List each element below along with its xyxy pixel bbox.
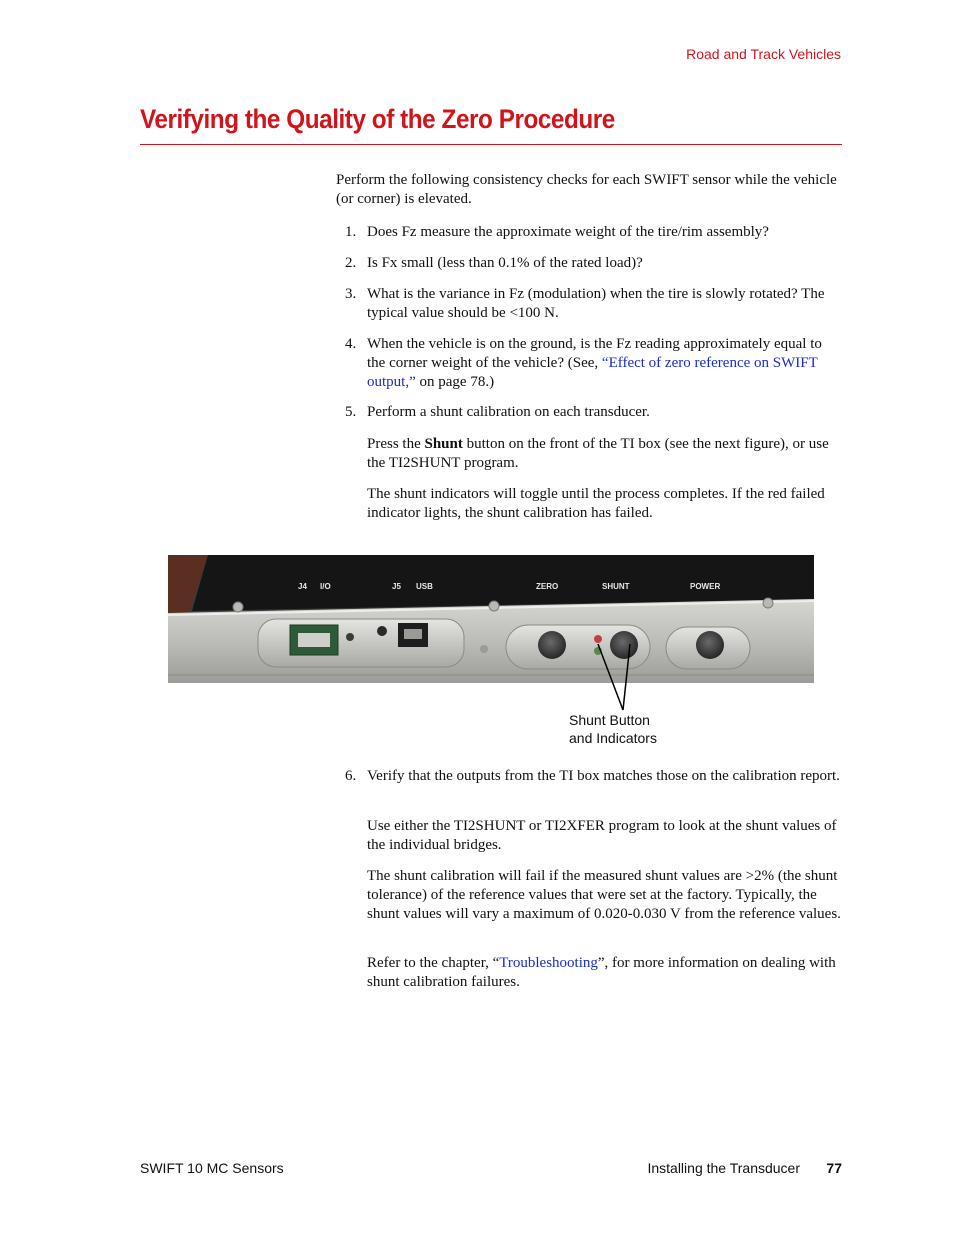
step-text: Is Fx small (less than 0.1% of the rated load)? — [367, 255, 643, 271]
shunt-term: Shunt — [424, 436, 463, 452]
section-title: Verifying the Quality of the Zero Procedure — [140, 104, 615, 134]
panel-label-j5: J5 — [392, 582, 401, 591]
panel-label-usb: USB — [416, 582, 433, 591]
ti-box-photo — [168, 555, 814, 683]
step-text: Does Fz measure the approximate weight of the tire/rim assembly? — [367, 224, 769, 240]
step6-paragraph-2: The shunt calibration will fail if the measured shunt values are >2% (the shunt tolerance) of the reference values that were set at the factory. Typically, the shunt values will vary a maximum of 0.020-0.030 V from the reference values. — [367, 868, 841, 922]
callout-line-1: Shunt Button — [569, 712, 650, 728]
panel-label-io: I/O — [320, 582, 331, 591]
page-number: 77 — [826, 1160, 842, 1176]
callout-line-2: and Indicators — [569, 730, 657, 746]
footer-chapter: Installing the Transducer — [647, 1160, 800, 1176]
list-item — [336, 403, 842, 422]
step6-paragraph-3 — [367, 954, 842, 992]
list-item — [336, 254, 842, 273]
panel-label-power: POWER — [690, 582, 721, 591]
figure-callout — [569, 711, 657, 747]
step-number: 2. — [345, 255, 357, 271]
power-button — [696, 631, 724, 659]
running-head: Road and Track Vehicles — [686, 46, 841, 62]
step-number: 5. — [345, 404, 357, 420]
step5-paragraph-1 — [367, 435, 842, 473]
cross-reference-link[interactable]: “Effect of zero reference on SWIFT output,” — [367, 355, 818, 390]
list-item — [336, 285, 842, 323]
step-text-start: When the vehicle is on the ground, is the Fz reading approximately equal to the corner weight of the vehicle? (See, — [367, 336, 822, 371]
panel-label-shunt: SHUNT — [602, 582, 630, 591]
step-text: Perform a shunt calibration on each transducer. — [367, 404, 650, 420]
step5-paragraph-2: The shunt indicators will toggle until the process completes. If the red failed indicator lights, the shunt calibration has failed. — [367, 486, 825, 521]
panel-label-zero: ZERO — [536, 582, 559, 591]
step-text — [367, 335, 842, 392]
step-text-end: on page 78.) — [415, 374, 495, 390]
troubleshooting-link[interactable]: Troubleshooting — [499, 955, 598, 971]
callout-leader-lines — [590, 640, 640, 712]
intro-paragraph: Perform the following consistency checks for each SWIFT sensor while the vehicle (or corner) is elevated. — [336, 172, 837, 207]
ti-box-illustration — [168, 555, 814, 683]
list-item — [336, 335, 842, 392]
footer-product: SWIFT 10 MC Sensors — [140, 1160, 284, 1176]
step-number: 3. — [345, 286, 357, 302]
para-text: Refer to the chapter, “ — [367, 955, 500, 971]
step-number: 6. — [345, 768, 357, 784]
step-text: What is the variance in Fz (modulation) when the tire is slowly rotated? The typical value should be <100 N. — [367, 286, 825, 321]
step6-paragraph-1: Use either the TI2SHUNT or TI2XFER program to look at the shunt values of the individual bridges. — [367, 818, 837, 853]
step-number: 4. — [345, 336, 357, 352]
list-item — [336, 223, 842, 242]
step-number: 1. — [345, 224, 357, 240]
para-text: Press the — [367, 436, 425, 452]
panel-label-j4: J4 — [298, 582, 307, 591]
para-text: button on the front of the TI box (see the next figure), or use the TI2SHUNT program. — [367, 436, 829, 471]
zero-button — [538, 631, 566, 659]
title-rule — [140, 144, 842, 145]
list-item — [336, 767, 842, 786]
para-text: ”, for more information on dealing with shunt calibration failures. — [367, 955, 836, 990]
step-text: Verify that the outputs from the TI box matches those on the calibration report. — [367, 768, 840, 784]
